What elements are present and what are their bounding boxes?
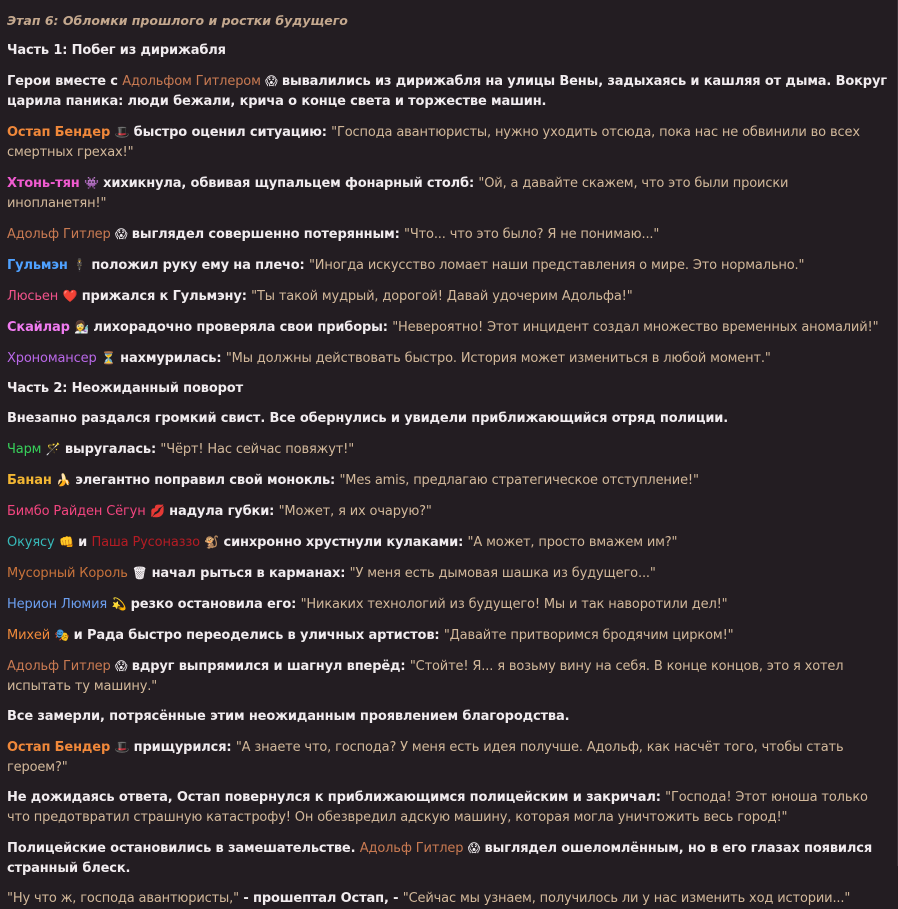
character-name-nerion: Нерион Люмия <box>7 597 108 612</box>
dialogue-line: Банан 🍌 элегантно поправил свой монокль: "Mes amis, предлагаю стратегическое отступление!" <box>7 473 699 488</box>
character-name-adolf: Адольфом Гитлером <box>122 74 261 89</box>
character-name-skylar: Скайлар <box>7 320 70 335</box>
character-name-adolf: Адольф Гитлер <box>7 227 111 242</box>
character-name-mihey: Михей <box>7 628 51 643</box>
quote-text: "Ты такой мудрый, дорогой! Давай удочерим Адольфа!" <box>251 289 633 304</box>
narration-paragraph: Не дожидаясь ответа, Остап повернулся к приближающимся полицейским и закричал: "Господа! Этот юноша только что предотвратил страшную катастрофу! Он обезвредил адскую машину, которая могла уничтожить весь город!" <box>7 790 868 825</box>
narration-paragraph: Внезапно раздался громкий свист. Все обернулись и увидели приближающийся отряд полиции. <box>7 411 729 426</box>
character-name-chronomancer: Хрономансер <box>7 351 97 366</box>
magic-wand-icon: 🪄 <box>45 442 61 456</box>
scared-emoji-icon: 😱 <box>115 227 128 241</box>
man-in-suit-icon: 🕴 <box>72 258 87 272</box>
character-name-pasha: Паша Русоназзо <box>91 535 200 550</box>
character-name-charm: Чарм <box>7 442 42 457</box>
dialogue-line: Хтонь-тян 👾 хихикнула, обвивая щупальцем фонарный столб: "Ой, а давайте скажем, что это были происки инопланетян!" <box>7 176 789 211</box>
dialogue-line: Нерион Люмия 💫 резко остановила его: "Никаких технологий из будущего! Мы и так наворотили дел!" <box>7 597 728 612</box>
dialogue-line: Остап Бендер 🎩 быстро оценил ситуацию: "Господа авантюристы, нужно уходить отсюда, пока нас не обвинили во всех смертных грехах!" <box>7 125 860 160</box>
character-name-chton: Хтонь-тян <box>7 176 80 191</box>
scared-emoji-icon: 😱 <box>115 659 128 673</box>
quote-text: "А может, просто вмажем им?" <box>467 535 678 550</box>
stage-title: Этап 6: Обломки прошлого и ростки будущего <box>7 13 348 28</box>
monkey-icon: 🐒 <box>204 535 220 549</box>
sparkle-icon: 💫 <box>111 597 127 611</box>
narration-paragraph: "Ну что ж, господа авантюристы," - прошептал Остап, - "Сейчас мы узнаем, получилось ли у нас изменить ход истории..." <box>7 891 851 906</box>
dialogue-line: Окуясу 👊 и Паша Русоназзо 🐒 синхронно хрустнули кулаками: "А может, просто вмажем им?" <box>7 535 678 550</box>
dialogue-line: Гульмэн 🕴 положил руку ему на плечо: "Иногда искусство ломает наши представления о мире. Это нормально." <box>7 258 805 273</box>
top-hat-icon: 🎩 <box>114 125 130 139</box>
character-name-okuyasu: Окуясу <box>7 535 55 550</box>
quote-text: "Мы должны действовать быстро. История может измениться в любой момент." <box>225 351 771 366</box>
quote-text: "У меня есть дымовая шашка из будущего..." <box>349 566 656 581</box>
heart-icon: ❤️ <box>62 289 78 303</box>
character-name-gulmen: Гульмэн <box>7 258 68 273</box>
quote-text: "Что... что это было? Я не понимаю..." <box>404 227 660 242</box>
character-name-banan: Банан <box>7 473 52 488</box>
quote-text: "Чёрт! Нас сейчас повяжут!" <box>160 442 355 457</box>
dialogue-line: Мусорный Король 🗑 начал рыться в карманах: "У меня есть дымовая шашка из будущего..." <box>7 566 656 581</box>
quote-text: "Невероятно! Этот инцидент создал множество временных аномалий!" <box>392 320 879 335</box>
quote-text: "Стойте! Я... я возьму вину на себя. В конце концов, это я хотел испытать ту машину." <box>7 659 844 694</box>
narration-paragraph: Герои вместе с Адольфом Гитлером 😱 вывалились из дирижабля на улицы Вены, задыхаясь и кашляя от дыма. Вокруг царила паника: люди бежали, крича о конце света и торжестве машин. <box>7 74 887 109</box>
character-name-adolf: Адольф Гитлер <box>7 659 111 674</box>
dialogue-line: Михей 🎭 и Рада быстро переоделись в уличных артистов: "Давайте притворимся бродячим цирком!" <box>7 628 734 643</box>
quote-text: "Никаких технологий из будущего! Мы и так наворотили дел!" <box>300 597 728 612</box>
scientist-icon: 👩‍🔬 <box>74 320 89 334</box>
alien-monster-icon: 👾 <box>84 176 99 190</box>
fist-icon: 👊 <box>58 535 74 549</box>
dialogue-line: Бимбо Райден Сёгун 💋 надула губки: "Может, я их очарую?" <box>7 504 432 519</box>
scared-emoji-icon: 😱 <box>265 74 278 88</box>
character-name-lyusen: Люсьен <box>7 289 59 304</box>
top-hat-icon: 🎩 <box>114 740 130 754</box>
quote-text: "Mes amis, предлагаю стратегическое отступление!" <box>339 473 699 488</box>
kiss-lips-icon: 💋 <box>149 504 165 518</box>
quote-text: "Ой, а давайте скажем, что это были происки инопланетян!" <box>7 176 789 211</box>
quote-text: "Иногда искусство ломает наши представления о мире. Это нормально." <box>308 258 805 273</box>
dialogue-line: Адольф Гитлер 😱 выглядел совершенно потерянным: "Что... что это было? Я не понимаю..." <box>7 227 660 242</box>
theater-masks-icon: 🎭 <box>54 628 70 642</box>
dialogue-line: Остап Бендер 🎩 прищурился: "А знаете что, господа? У меня есть идея получше. Адольф, как насчёт того, чтобы стать героем?" <box>7 740 844 775</box>
dialogue-line: Хрономансер ⏳ нахмурилась: "Мы должны действовать быстро. История может измениться в любой момент." <box>7 351 771 366</box>
hourglass-icon: ⏳ <box>100 351 116 365</box>
character-name-bimbo: Бимбо Райден Сёгун <box>7 504 146 519</box>
narration-paragraph: Полицейские остановились в замешательстве. Адольф Гитлер 😱 выглядел ошеломлённым, но в его глазах появился странный блеск. <box>7 841 873 876</box>
quote-text: "Давайте притворимся бродячим цирком!" <box>443 628 734 643</box>
scared-emoji-icon: 😱 <box>467 841 481 855</box>
quote-text: "Господа! Этот юноша только что предотвратил страшную катастрофу! Он обезвредил адскую машину, которая могла уничтожить весь город!" <box>7 790 868 825</box>
character-name-musor: Мусорный Король <box>7 566 128 581</box>
character-name-adolf: Адольф Гитлер <box>359 841 464 856</box>
quote-text: "Ну что ж, господа авантюристы," <box>7 891 239 906</box>
character-name-ostap: Остап Бендер <box>7 740 111 755</box>
dialogue-line: Скайлар 👩‍🔬 лихорадочно проверяла свои приборы: "Невероятно! Этот инцидент создал множество временных аномалий!" <box>7 320 879 335</box>
quote-text: "Господа авантюристы, нужно уходить отсюда, пока нас не обвинили во всех смертных грехах!" <box>7 125 860 160</box>
quote-text: "Сейчас мы узнаем, получилось ли у нас изменить ход истории..." <box>402 891 851 906</box>
dialogue-line: Чарм 🪄 выругалась: "Чёрт! Нас сейчас повяжут!" <box>7 442 355 457</box>
quote-text: "Может, я их очарую?" <box>278 504 432 519</box>
banana-icon: 🍌 <box>56 473 71 487</box>
part-heading: Часть 1: Побег из дирижабля <box>7 43 226 58</box>
dialogue-line: Адольф Гитлер 😱 вдруг выпрямился и шагнул вперёд: "Стойте! Я... я возьму вину на себя. В конце концов, это я хотел испытать ту машину." <box>7 659 844 694</box>
narration-paragraph: Все замерли, потрясённые этим неожиданным проявлением благородства. <box>7 709 570 724</box>
character-name-ostap: Остап Бендер <box>7 125 111 140</box>
trash-can-icon: 🗑 <box>132 566 148 580</box>
quote-text: "А знаете что, господа? У меня есть идея получше. Адольф, как насчёт того, чтобы стать героем?" <box>7 740 844 775</box>
part-heading: Часть 2: Неожиданный поворот <box>7 381 243 396</box>
dialogue-line: Люсьен ❤️ прижался к Гульмэну: "Ты такой мудрый, дорогой! Давай удочерим Адольфа!" <box>7 289 633 304</box>
